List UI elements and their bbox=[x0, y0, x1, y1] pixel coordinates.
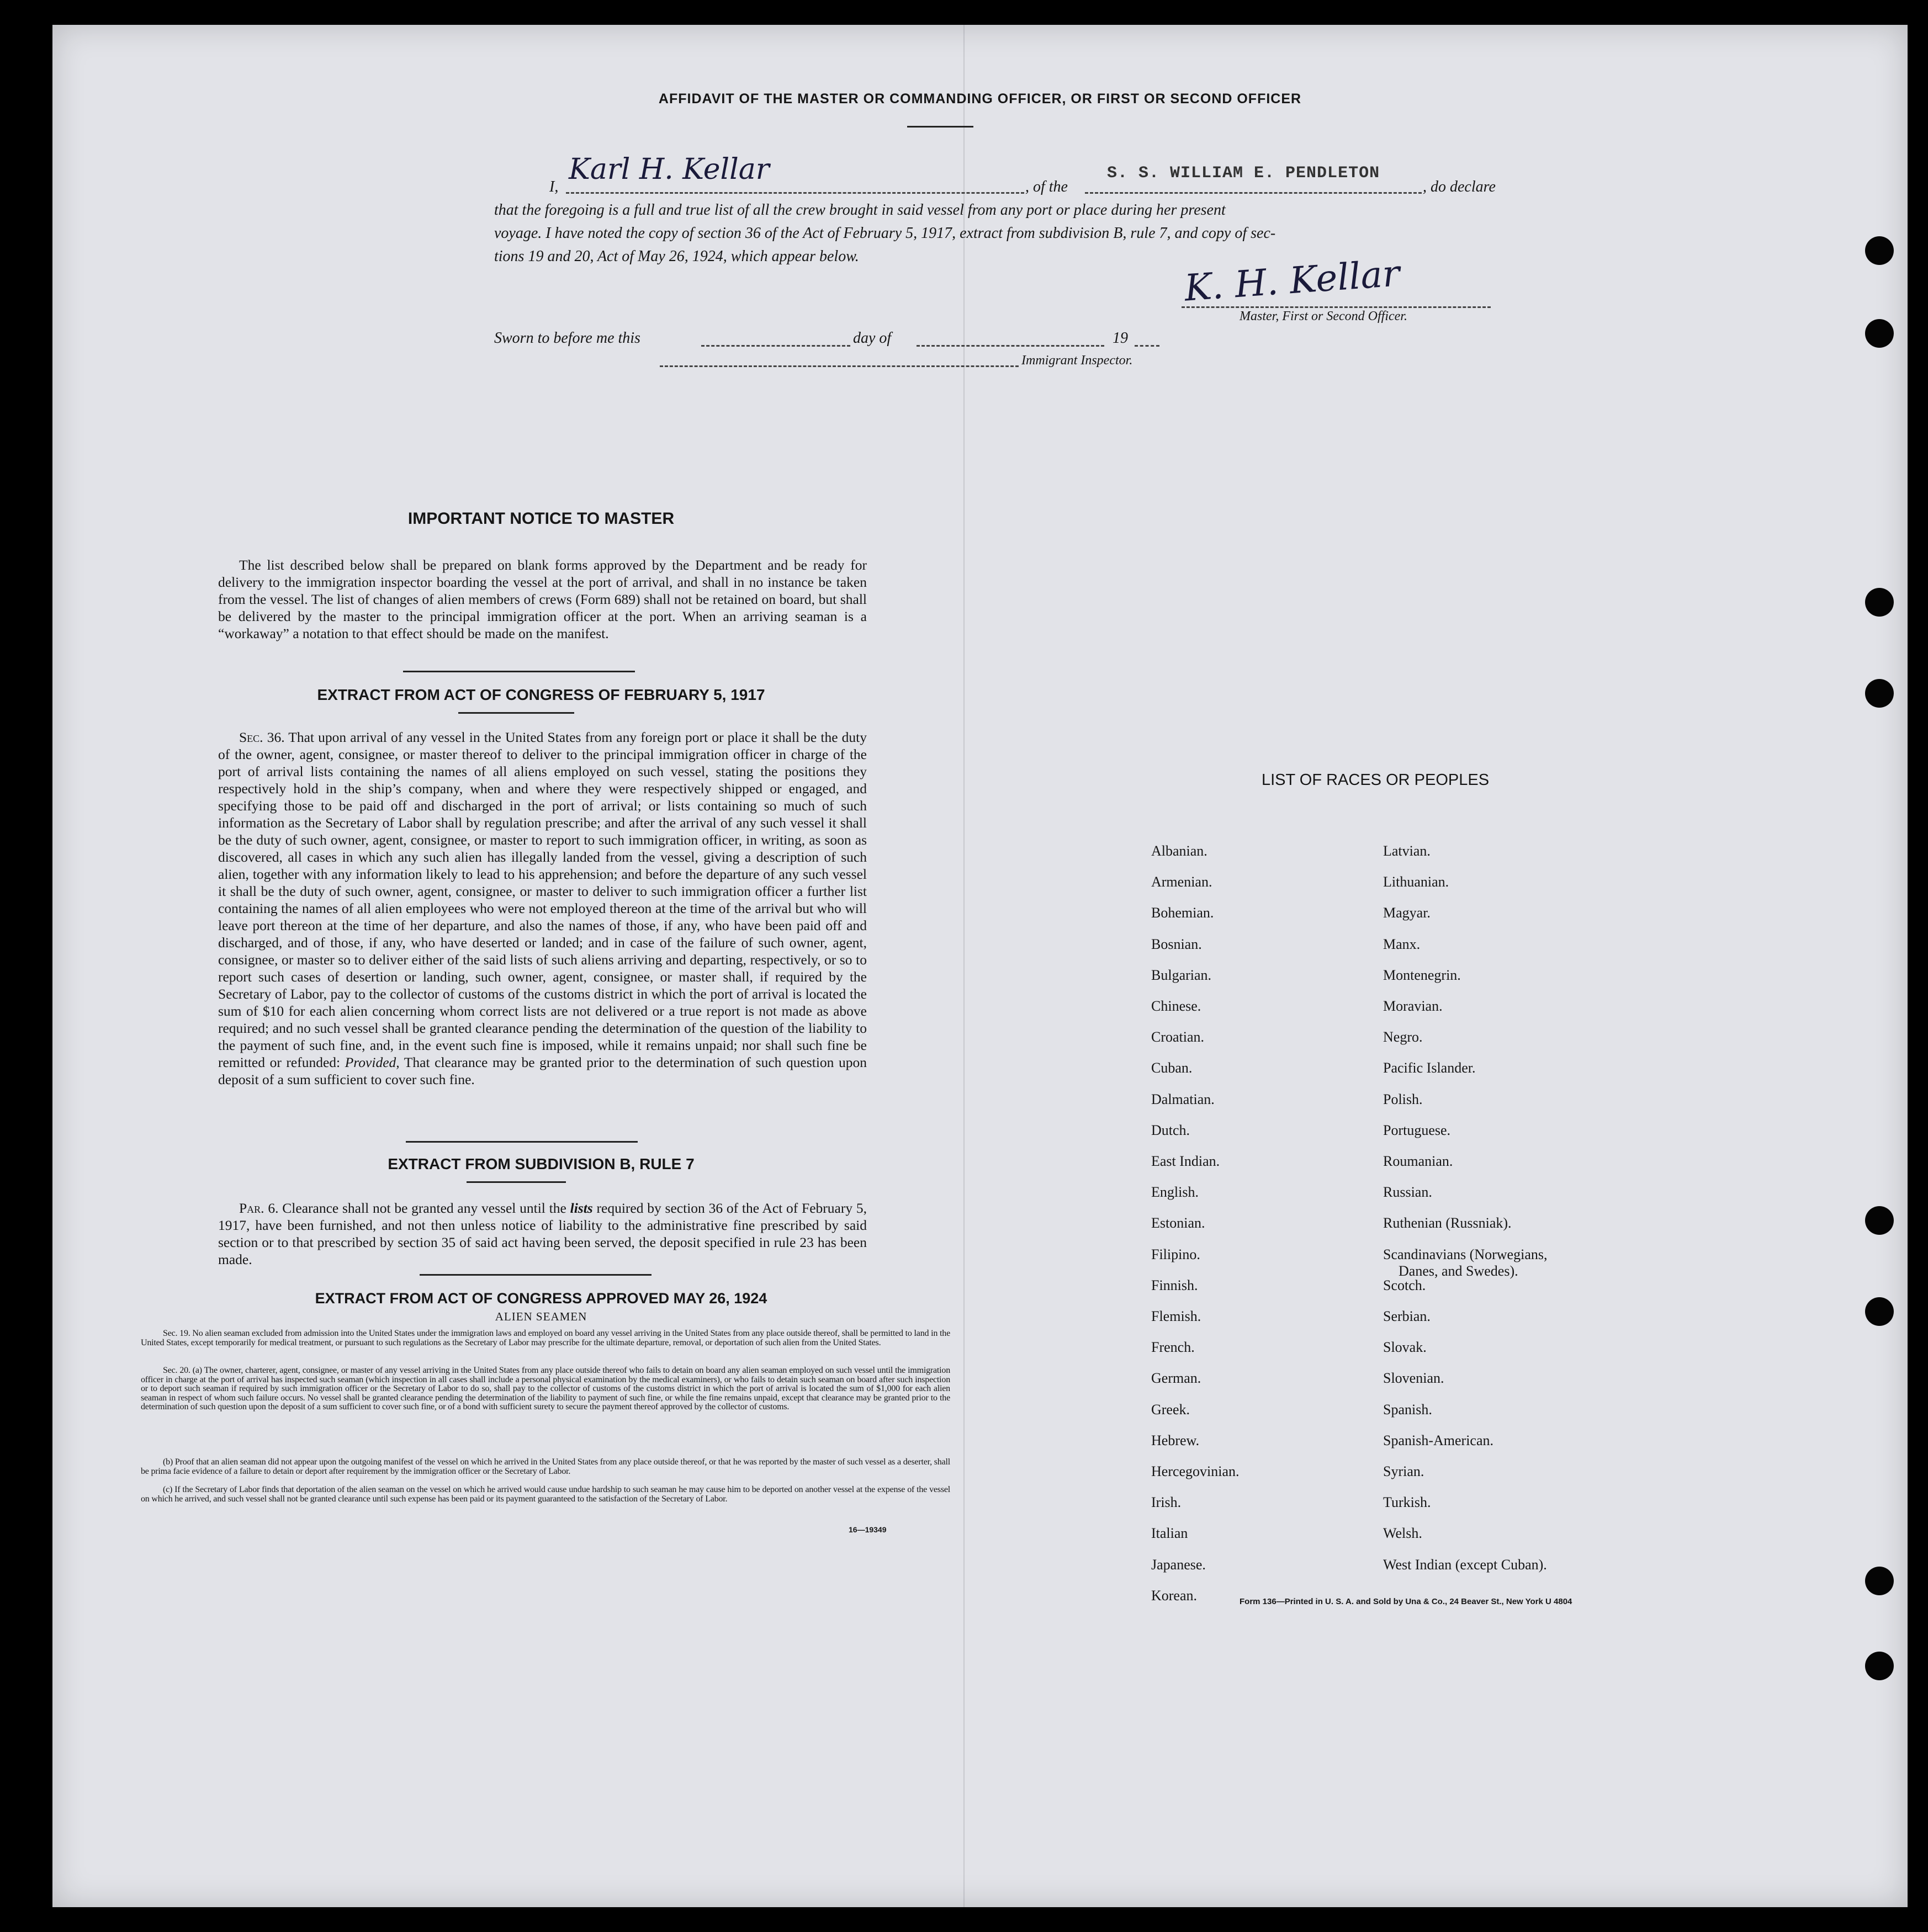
affidavit-line-2: that the foregoing is a full and true list of all the crew brought in said vessel from any port or place during her present bbox=[494, 201, 1226, 219]
race-item: Greek. bbox=[1151, 1401, 1190, 1418]
race-item: Finnish. bbox=[1151, 1277, 1198, 1293]
page-fold bbox=[963, 25, 965, 1907]
document-page bbox=[52, 25, 1908, 1907]
race-item: Spanish. bbox=[1383, 1401, 1432, 1418]
race-item: Dutch. bbox=[1151, 1122, 1190, 1138]
race-item: Estonian. bbox=[1151, 1215, 1205, 1232]
affidavit-line-3: voyage. I have noted the copy of section 36 of the Act of February 5, 1917, extract from subdivision B, rule 7, and copy of sec- bbox=[494, 225, 1276, 242]
sec-36-text: That upon arrival of any vessel in the United States from any foreign port or place it shall be the duty of the owner, agent, consignee, or master thereof to deliver to the principal immigration officer in charge of the port of arrival lists containing the names of all aliens employed on such vessel, stating the positions they respectively hold in the ship’s company, when and where they were respectively shipped or engaged, and specifying those to be paid off and discharged in the port of arrival; or lists containing so much of such information as the Secretary of Labor shall by regulation prescribe; and after the arrival of any such vessel it shall be the duty of such owner, agent, consignee, or master to report to such immigration officer, in writing, as soon as discovered, all cases in which any such alien has illegally landed from the vessel, giving a description of such alien, together with any information likely to lead to his apprehension; and before the departure of any such vessel it shall be the duty of such owner, agent, consignee, or master to deliver to such immigration officer a further list containing the names of all alien employees who were not employed thereon at the time of the arrival but who will leave port thereon at the time of her departure, and also the names of those, if any, who have been paid off and discharged, and of those, if any, who have deserted or landed; and in case of the failure of such owner, agent, consignee, or master so to deliver either of the said lists of such aliens arriving and departing, respectively, or so to report such cases of desertion or landing, such owner, agent, consignee, or master shall, if required by the Secretary of Labor, pay to the collector of customs of the customs district in which the port of arrival is located the sum of $10 for each alien concerning whom correct lists are not delivered or a true report is not made as above required; and no such vessel shall be granted clearance pending the determination of the question of the liability to the payment of such fine, and, in the event such fine is imposed, while it remains unpaid; nor shall such fine be remitted or refunded: bbox=[218, 729, 867, 1070]
race-item: Roumanian. bbox=[1383, 1153, 1453, 1169]
binder-hole bbox=[1865, 1652, 1894, 1680]
race-item: Welsh. bbox=[1383, 1525, 1422, 1542]
inspector-caption: Immigrant Inspector. bbox=[1021, 353, 1133, 368]
affidavit-i: I, bbox=[549, 178, 559, 195]
race-item: Latvian. bbox=[1383, 843, 1431, 859]
rule7-title: EXTRACT FROM SUBDIVISION B, RULE 7 bbox=[388, 1155, 695, 1172]
race-item: Danes, and Swedes). bbox=[1399, 1262, 1518, 1279]
binder-hole bbox=[1865, 236, 1894, 265]
race-item: Japanese. bbox=[1151, 1556, 1206, 1573]
day-of-label: day of bbox=[853, 330, 892, 347]
race-item: Korean. bbox=[1151, 1587, 1198, 1604]
rule7-top-divider bbox=[406, 1141, 638, 1143]
officer-signature: K. H. Kellar bbox=[1183, 252, 1401, 310]
sec-20c-text: (c) If the Secretary of Labor finds that deportation of the alien seaman on the vessel on which he arrived would cause undue hardship to such seaman he may cause him to be deported on another vessel at the expense of the vessel on which he arrived, and such vessel shall not be granted clearance until such expense has been paid or its payment guaranteed to the satisfaction of the Secretary of Labor. bbox=[141, 1485, 950, 1504]
affidavit-line-4: tions 19 and 20, Act of May 26, 1924, which appear below. bbox=[494, 248, 859, 265]
binder-hole bbox=[1865, 1567, 1894, 1595]
provided-text: That clearance may be granted prior to the determination of such question upon deposit of a sum sufficient to cover such fine. bbox=[218, 1054, 867, 1087]
sec-19-text: Sec. 19. No alien seaman excluded from admission into the United States under the immigration laws and employed on board any vessel arriving in the United States from any place outside thereof, shall be permitted to land in the United States, except temporarily for medical treatment, or pursuant to such regulations as the Secretary of Labor may prescribe for the ultimate departure, removal, or deportation of such alien from the United States. bbox=[141, 1329, 950, 1347]
race-item: Filipino. bbox=[1151, 1246, 1200, 1262]
notice-divider bbox=[403, 671, 635, 672]
races-title: LIST OF RACES OR PEOPLES bbox=[1262, 771, 1490, 789]
race-item: Croatian. bbox=[1151, 1029, 1205, 1045]
binder-hole bbox=[1865, 1206, 1894, 1235]
race-item: Negro. bbox=[1383, 1029, 1423, 1045]
race-item: Spanish-American. bbox=[1383, 1432, 1494, 1448]
form-footer: Form 136—Printed in U. S. A. and Sold by Una & Co., 24 Beaver St., New York U 4804 bbox=[1240, 1597, 1572, 1606]
do-declare-label: , do declare bbox=[1423, 178, 1496, 195]
binder-hole bbox=[1865, 588, 1894, 617]
rule7-text-b: required by section 36 of the Act of February 5, 1917, have been furnished, and not then unless notice of liability to the administrative fine prescribed by said section or to that prescribed by section 35 of said act having been served, the deposit specified in rule 23 has been made. bbox=[218, 1200, 867, 1267]
race-item: Scandinavians (Norwegians, bbox=[1383, 1246, 1548, 1262]
affidavit-title: AFFIDAVIT OF THE MASTER OR COMMANDING OFFICER, OR FIRST OR SECOND OFFICER bbox=[658, 91, 1302, 107]
race-item: Portuguese. bbox=[1383, 1122, 1451, 1138]
race-item: Magyar. bbox=[1383, 905, 1431, 921]
par-6-label: Par. 6. bbox=[239, 1200, 279, 1216]
binder-hole bbox=[1865, 1297, 1894, 1326]
race-item: Manx. bbox=[1383, 936, 1421, 952]
race-item: Pacific Islander. bbox=[1383, 1060, 1476, 1076]
vessel-line bbox=[1085, 192, 1422, 194]
race-item: Bulgarian. bbox=[1151, 967, 1212, 983]
race-item: Bosnian. bbox=[1151, 936, 1202, 952]
race-item: Russian. bbox=[1383, 1184, 1432, 1201]
sec-20a-text: Sec. 20. (a) The owner, charterer, agent, consignee, or master of any vessel arriving in the United States from any place outside thereof who fails to detain on board any alien seaman employed on such vessel until the immigration officer in charge at the port of arrival has inspected such seaman (which inspection in all cases shall include a personal physical examination by the medical examiners), or who fails to detain such seaman on board after such inspection or to deport such seaman if required by such immigration officer or the Secretary of Labor to do so, shall pay to the collector of customs of the customs district in which the port of arrival is located the sum of $1,000 for each alien seaman in respect of whom such failure occurs. No vessel shall be granted clearance pending the determination of the liability to payment of such fine, or while the fine remains unpaid, except that clearance may be granted prior to the determination of such question upon the deposit of a sum sufficient to cover such fine, or of a bond with sufficient surety to secure the payment thereof approved by the collector of customs. bbox=[141, 1366, 950, 1412]
binder-hole bbox=[1865, 319, 1894, 348]
handwritten-name: Karl H. Kellar bbox=[569, 153, 770, 186]
race-item: Montenegrin. bbox=[1383, 967, 1461, 983]
title-divider bbox=[907, 126, 973, 128]
race-item: Slovenian. bbox=[1383, 1370, 1444, 1387]
race-item: German. bbox=[1151, 1370, 1201, 1387]
signature-caption: Master, First or Second Officer. bbox=[1240, 309, 1407, 323]
inspector-line bbox=[660, 365, 1019, 367]
notice-text: The list described below shall be prepared on blank forms approved by the Department and be ready for delivery to the immigration inspector boarding the vessel at the port of arrival, and shall in no instance be taken from the vessel. The list of changes of alien members of crews (Form 689) shall not be retained on board, but shall be delivered by the master to the principal immigration officer at the port. When an arriving seaman is a “workaway” a notation to that effect should be made on the manifest. bbox=[218, 557, 867, 641]
race-item: Cuban. bbox=[1151, 1060, 1193, 1076]
race-item: French. bbox=[1151, 1339, 1195, 1356]
race-item: Armenian. bbox=[1151, 874, 1212, 890]
race-item: Lithuanian. bbox=[1383, 874, 1449, 890]
race-item: Syrian. bbox=[1383, 1463, 1424, 1479]
extract-1924-top-divider bbox=[420, 1274, 652, 1276]
race-item: Polish. bbox=[1383, 1091, 1423, 1107]
extract-1917-title: EXTRACT FROM ACT OF CONGRESS OF FEBRUARY 5, 1917 bbox=[317, 686, 765, 703]
race-item: Scotch. bbox=[1383, 1277, 1426, 1293]
race-item: Irish. bbox=[1151, 1494, 1182, 1511]
of-the-label: , of the bbox=[1025, 178, 1068, 195]
sec-36-label: Sec. 36. bbox=[239, 729, 285, 745]
extract-1917-divider bbox=[458, 712, 574, 714]
vessel-name-stamp: S. S. WILLIAM E. PENDLETON bbox=[1107, 164, 1380, 183]
notice-title: IMPORTANT NOTICE TO MASTER bbox=[407, 509, 675, 528]
race-item: Bohemian. bbox=[1151, 905, 1214, 921]
name-line bbox=[566, 192, 1024, 194]
race-item: Slovak. bbox=[1383, 1339, 1427, 1356]
race-item: English. bbox=[1151, 1184, 1199, 1201]
race-item: Chinese. bbox=[1151, 998, 1201, 1014]
sworn-label: Sworn to before me this bbox=[494, 330, 640, 347]
race-item: Albanian. bbox=[1151, 843, 1207, 859]
rule7-divider bbox=[467, 1181, 566, 1183]
race-item: Turkish. bbox=[1383, 1494, 1431, 1511]
lists-word: lists bbox=[570, 1200, 593, 1216]
race-item: West Indian (except Cuban). bbox=[1383, 1556, 1547, 1573]
race-item: Moravian. bbox=[1383, 998, 1443, 1014]
rule7-text-a: Clearance shall not be granted any vessel until the bbox=[282, 1200, 566, 1216]
signature-line bbox=[1182, 306, 1491, 308]
race-item: Serbian. bbox=[1383, 1308, 1431, 1324]
year-line bbox=[1135, 345, 1159, 347]
provided-label: Provided, bbox=[345, 1054, 400, 1070]
rule7-text bbox=[218, 1199, 867, 1268]
extract-1924-title: EXTRACT FROM ACT OF CONGRESS APPROVED MAY 26, 1924 bbox=[315, 1290, 767, 1307]
binder-hole bbox=[1865, 679, 1894, 708]
day-line bbox=[701, 345, 850, 347]
race-item: Hercegovinian. bbox=[1151, 1463, 1240, 1479]
sec-20b-text: (b) Proof that an alien seaman did not appear upon the outgoing manifest of the vessel on which he arrived in the United States from any place outside thereof, or that he was reported by the master of such vessel as a deserter, shall be prima facie evidence of a failure to detain or deport after requirement by the immigration officer or the Secretary of Labor. bbox=[141, 1457, 950, 1476]
race-item: East Indian. bbox=[1151, 1153, 1220, 1169]
race-item: Flemish. bbox=[1151, 1308, 1201, 1324]
alien-seamen-subtitle: ALIEN SEAMEN bbox=[495, 1310, 587, 1323]
form-code: 16—19349 bbox=[849, 1525, 887, 1534]
race-item: Hebrew. bbox=[1151, 1432, 1200, 1448]
race-item: Ruthenian (Russniak). bbox=[1383, 1215, 1512, 1232]
race-item: Italian bbox=[1151, 1525, 1188, 1542]
month-line bbox=[917, 345, 1104, 347]
extract-1917-text bbox=[218, 729, 867, 1088]
race-item: Dalmatian. bbox=[1151, 1091, 1215, 1107]
year-label: 19 bbox=[1113, 330, 1128, 347]
